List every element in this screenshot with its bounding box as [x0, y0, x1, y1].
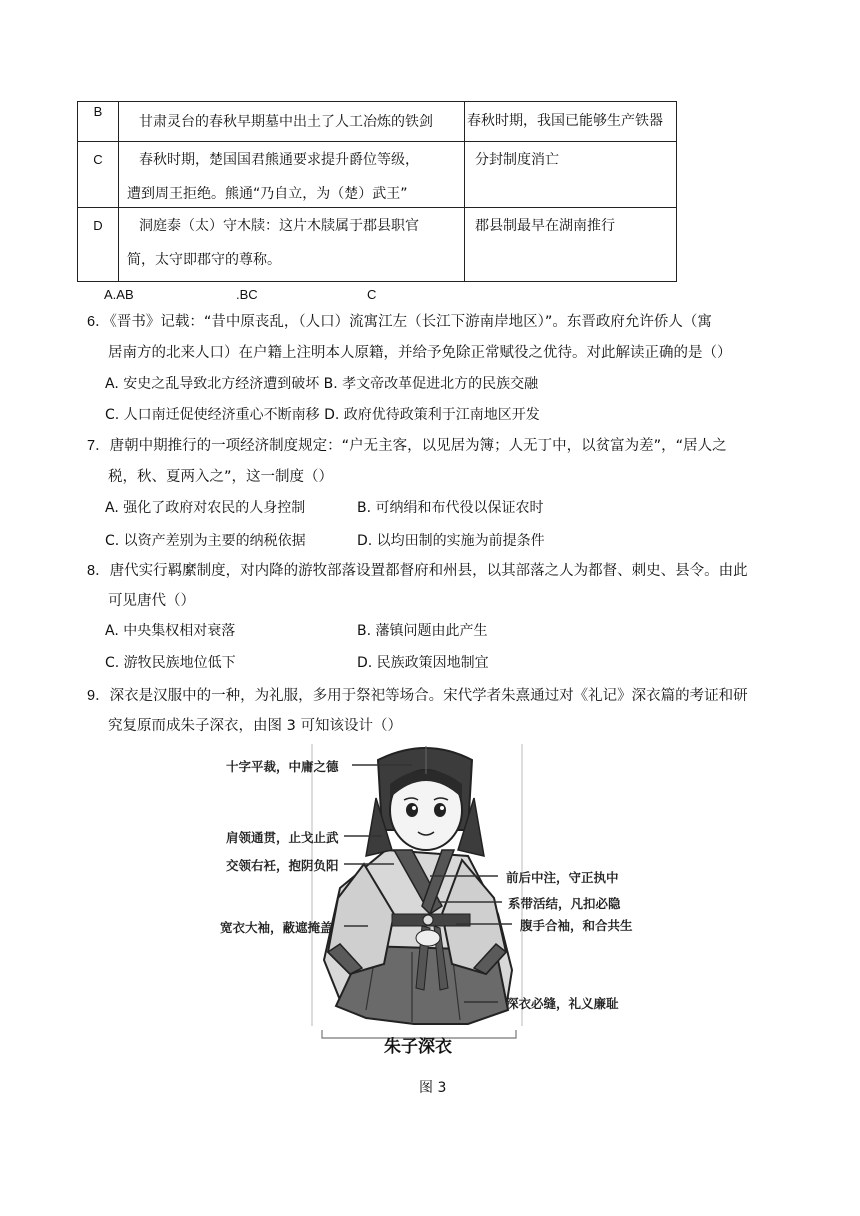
event-line: 洞庭泰（太）守木牍：这片木牍属于郡县职官 [139, 218, 419, 234]
zhuzi-shenyi-figure [216, 738, 648, 1057]
question-text: 唐朝中期推行的一项经济制度规定：“户无主客，以见居为簿；人无丁中，以贫富为差”，“居人之 [109, 438, 727, 454]
question-number: 9． [87, 688, 110, 704]
figure-title: 朱子深衣 [384, 1037, 452, 1057]
figure-label: 肩领通贯，止戈止武 [226, 830, 339, 845]
row-event [119, 102, 465, 142]
row-event [119, 142, 465, 208]
answer-option-b: .BC [236, 287, 258, 302]
question-text-cont: 居南方的北来人口）在户籍上注明本人原籍，并给予免除正常赋役之优待。对此解读正确的是（） [108, 345, 732, 361]
question-text-cont: 可见唐代（） [108, 593, 195, 609]
row-conclusion [465, 208, 677, 282]
question-6 [87, 312, 712, 332]
option-b: B. 藩镇问题由此产生 [357, 623, 488, 639]
question-text: 深衣是汉服中的一种，为礼服，多用于祭祀等场合。宋代学者朱熹通过对《礼记》深衣篇的考证和研 [109, 688, 748, 704]
conclusion-line: 郡县制最早在湖南推行 [475, 218, 615, 234]
option-a: A. 强化了政府对农民的人身控制 [105, 500, 306, 516]
option-c: C. 以资产差别为主要的纳税依据 [105, 533, 306, 549]
question-7 [87, 436, 727, 456]
option-b: B. 可纳绢和布代役以保证农时 [357, 500, 544, 516]
question-number: 8． [87, 563, 110, 579]
answer-option-a: A.AB [104, 287, 134, 302]
figure-label: 交领右衽，抱阴负阳 [226, 858, 339, 873]
conclusion-line: 分封制度消亡 [475, 152, 559, 168]
option-a: A. 中央集权相对衰落 [105, 623, 236, 639]
question-number: 7． [87, 438, 110, 454]
question-text-cont: 究复原而成朱子深衣，由图 3 可知该设计（） [108, 718, 402, 734]
option-d: D. 民族政策因地制宜 [357, 655, 489, 671]
figure-label: 系带活结，凡扣必隐 [508, 896, 621, 911]
figure-caption: 图 3 [419, 1080, 447, 1096]
conclusion-line: 春秋时期，我国已能够生产铁器 [467, 113, 663, 129]
figure-label: 深衣必缝，礼义廉耻 [506, 996, 619, 1011]
row-conclusion [465, 102, 677, 142]
event-line: 简，太守即郡守的尊称。 [127, 252, 281, 268]
table-row [78, 142, 677, 208]
figure-label: 腹手合袖，和合共生 [520, 918, 633, 933]
option-d: D. 以均田制的实施为前提条件 [357, 533, 545, 549]
question-8 [87, 561, 748, 581]
row-letter: B [78, 102, 119, 142]
question-text: 唐代实行羁縻制度，对内降的游牧部落设置都督府和州县，以其部落之人为都督、刺史、县令。由此 [109, 563, 748, 579]
option-c: C. 游牧民族地位低下 [105, 655, 236, 671]
row-letter: D [78, 208, 119, 282]
row-conclusion [465, 142, 677, 208]
table-row [78, 102, 677, 142]
answer-option-c: C [367, 287, 377, 302]
event-line: 春秋时期，楚国国君熊通要求提升爵位等级， [139, 152, 419, 168]
event-line: 甘肃灵台的春秋早期墓中出土了人工冶炼的铁剑 [139, 114, 433, 130]
figure-label: 宽衣大袖，蔽遮掩盖 [220, 920, 333, 935]
row-letter: C [78, 142, 119, 208]
figure-label: 十字平裁，中庸之德 [226, 759, 339, 774]
table-row [78, 208, 677, 282]
answer-table [77, 101, 677, 282]
option-line: C. 人口南迁促使经济重心不断南移 D. 政府优待政策利于江南地区开发 [105, 407, 540, 423]
option-line: A. 安史之乱导致北方经济遭到破坏 B. 孝文帝改革促进北方的民族交融 [105, 376, 539, 392]
question-number: 6． [87, 314, 110, 330]
question-text-cont: 税，秋、夏两入之”，这一制度（） [108, 469, 334, 485]
question-9 [87, 686, 748, 706]
question-text: 《晋书》记载：“昔中原丧乱，（人口）流寓江左（长江下游南岸地区）”。东晋政府允许侨人（寓 [109, 314, 712, 330]
event-line: 遭到周王拒绝。熊通“乃自立，为（楚）武王” [127, 186, 408, 202]
figure-label: 前后中注，守正执中 [506, 870, 619, 885]
row-event [119, 208, 465, 282]
